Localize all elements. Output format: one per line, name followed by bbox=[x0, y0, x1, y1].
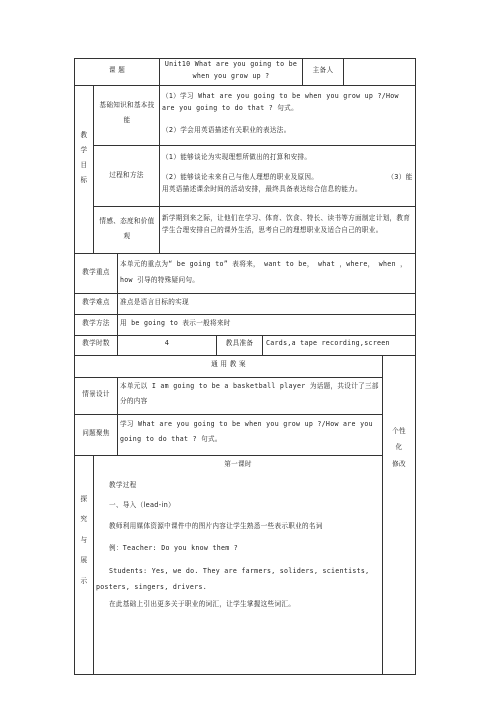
col-divider bbox=[93, 455, 94, 675]
row-divider bbox=[93, 145, 416, 146]
closing-text: 在此基础上引出更多关于职业的词汇，让学生掌握这些词汇。 bbox=[109, 600, 296, 608]
plan-title: 通 用 教 案 bbox=[211, 360, 246, 368]
hours-label: 教学时数 bbox=[82, 339, 110, 347]
method-text: 用 be going to 表示一般将来时 bbox=[120, 319, 231, 327]
row-divider bbox=[93, 206, 416, 207]
row-divider bbox=[74, 314, 416, 315]
process-heading: 教学过程 bbox=[109, 481, 137, 489]
students-answer: Students: Yes, we do. They are farmers, soliders, scientists, posters, singers, drivers. bbox=[96, 567, 370, 591]
col-divider bbox=[382, 355, 383, 675]
objective-label-process: 过程和方法 bbox=[109, 171, 144, 179]
table-border-right bbox=[415, 58, 416, 675]
row-divider bbox=[74, 253, 416, 254]
personalized-revision-label: 个性 化 修改 bbox=[392, 427, 406, 468]
hours-value: 4 bbox=[164, 339, 170, 347]
tools-label: 教具准备 bbox=[225, 339, 254, 347]
preparer-label: 主备人 bbox=[312, 66, 334, 74]
objective-label-knowledge: 基础知识和基本技能 bbox=[99, 101, 155, 125]
table-border-bottom bbox=[74, 674, 416, 675]
row-divider bbox=[74, 335, 416, 336]
difficulty-text: 准点是语言目标的实现 bbox=[120, 298, 189, 306]
key-points-label: 教学重点 bbox=[82, 268, 110, 276]
col-divider bbox=[262, 335, 263, 356]
scenario-label: 情景设计 bbox=[82, 390, 110, 398]
course-label: 课 题 bbox=[108, 66, 126, 74]
row-divider bbox=[74, 293, 416, 294]
scenario-text: 本单元以 I am going to be a basketball player 为话题，共设计了三部分的内容 bbox=[120, 382, 379, 405]
row-divider bbox=[74, 85, 416, 86]
lesson-heading: 第一课时 bbox=[224, 460, 252, 468]
col-divider bbox=[117, 377, 118, 456]
objective-knowledge-line-1: （1）学习 What are you going to be when you grow up ?/How are you going to do that ? 句式。 bbox=[162, 92, 399, 112]
row-divider bbox=[74, 414, 382, 415]
row-divider bbox=[74, 355, 416, 356]
col-divider bbox=[159, 85, 160, 254]
difficulty-label: 教学难点 bbox=[82, 298, 110, 306]
lead-in-heading: 一、导入（lead-in） bbox=[109, 501, 175, 509]
problem-label: 问题聚焦 bbox=[82, 429, 110, 437]
example-line: 例：Teacher: Do you know them ? bbox=[109, 544, 239, 552]
lesson-title: Unit10 What are you going to be when you grow up ? bbox=[164, 60, 298, 80]
row-divider bbox=[74, 377, 382, 378]
objective-attitude-text: 新学期到来之际，让他们在学习、体育、饮食、特长、读书等方面制定计划，教育学生合理安排自己的课外生活，思考自己的理想职业及适合自己的职业。 bbox=[162, 214, 411, 234]
objective-label-attitude: 情感、态度和价值观 bbox=[99, 217, 155, 241]
objectives-side-label: 教 学 目 标 bbox=[80, 131, 88, 185]
objective-process-line-2: （2）能够谈论未来自己与他人理想的职业及原因。 （3）能用英语描述课余时间的活动安排，最终具备表达综合信息的能力。 bbox=[162, 173, 413, 193]
method-label: 教学方法 bbox=[82, 319, 110, 327]
tools-value: Cards,a tape recording,screen bbox=[266, 339, 390, 347]
col-divider bbox=[343, 58, 344, 86]
objective-knowledge-line-2: （2）学会用英语描述有关职业的表达法。 bbox=[162, 126, 291, 134]
row-divider bbox=[74, 455, 382, 456]
problem-text: 学习 What are you going to be when you grow up ?/How are you going to do that ? 句式。 bbox=[120, 420, 373, 443]
lead-in-text: 教师利用媒体资源中课件中的图片内容让学生熟悉一些表示职业的名词 bbox=[109, 522, 323, 530]
explore-side-label: 探 究 与 展 示 bbox=[80, 495, 88, 585]
key-points-text: 本单元的重点为“ be going to” 表将来， want to be， what ，where， when ，how 引导的特殊疑问句。 bbox=[120, 260, 408, 284]
objective-process-line-1: （1）能够谈论为实现理想所做出的打算和安排。 bbox=[162, 153, 312, 161]
